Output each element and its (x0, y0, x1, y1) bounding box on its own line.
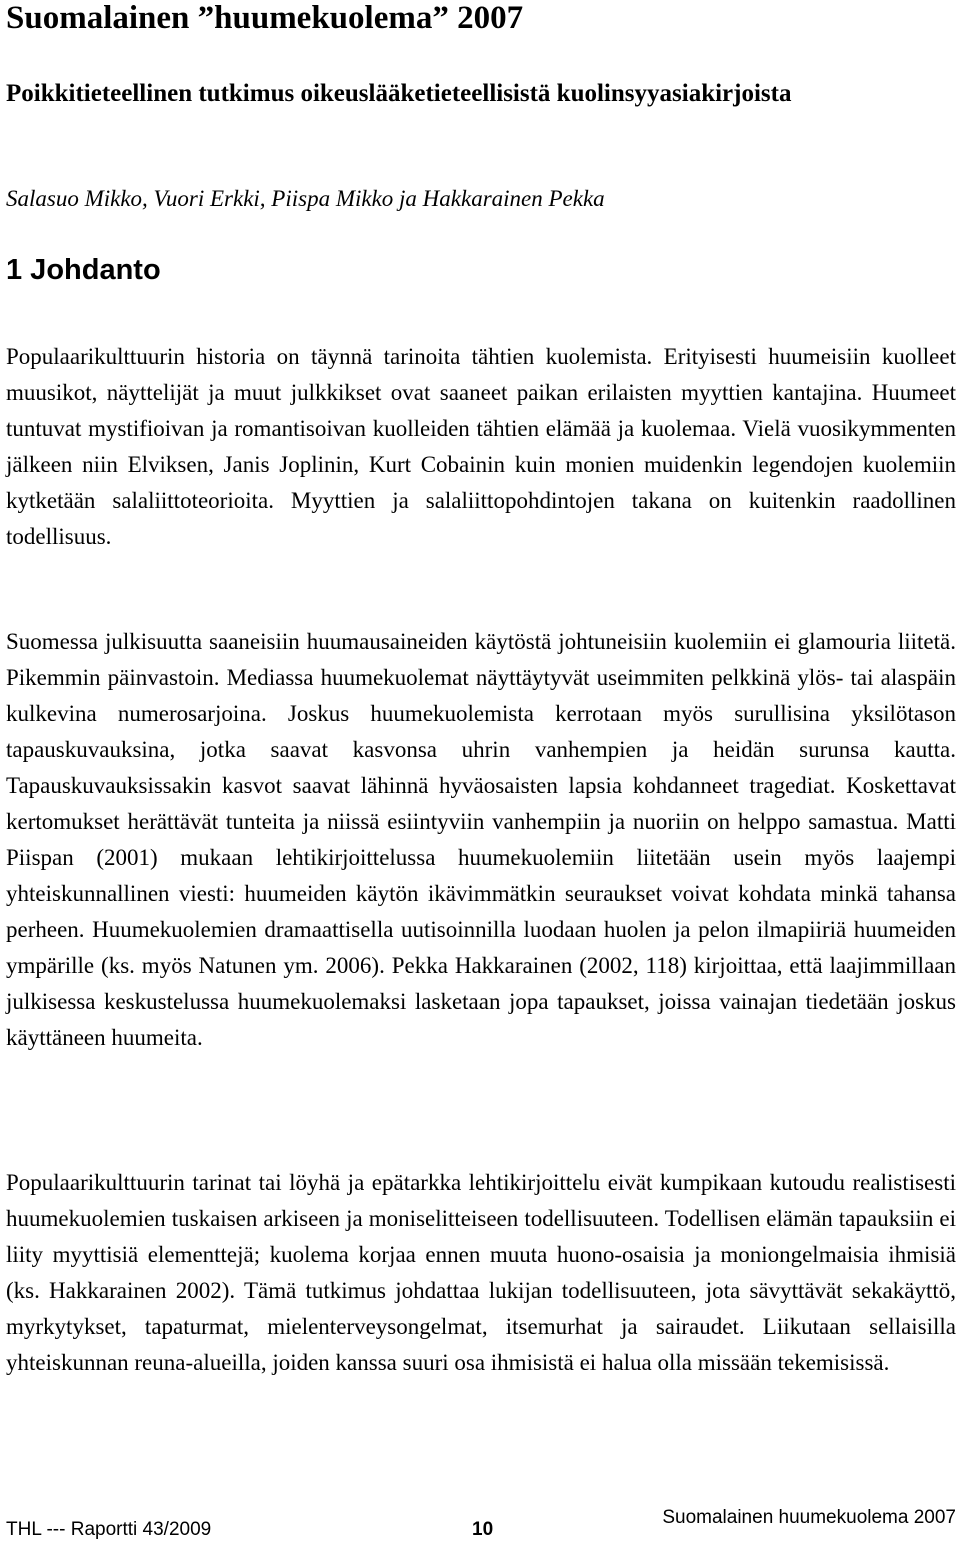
document-title: Suomalainen ”huumekuolema” 2007 (6, 0, 524, 36)
body-paragraph: Populaarikulttuurin historia on täynnä tarinoita tähtien kuolemista. Erityisesti huumeisiin kuolleet muusikot, näyttelijät ja muut julkkikset ovat saaneet paikan erilaisten myyttien kantajina. Huumeet tuntuvat mystifioivan ja romantisoivan kuolleiden tähtien elämää ja kuolemaa. Vielä vuosikymmenten jälkeen niin Elviksen, Janis Joplinin, Kurt Cobainin kuin monien muidenkin legendojen kuolemiin kytketään salaliittoteorioita. Myyttien ja salaliittopohdintojen takana on kuitenkin raadollinen todellisuus. (6, 344, 956, 549)
body-paragraph: Populaarikulttuurin tarinat tai löyhä ja epätarkka lehtikirjoittelu eivät kumpikaan kutoudu realistisesti huumekuolemien tuskaisen arkiseen ja moniselitteiseen todellisuuteen. Todellisen elämän tapauksiin ei liity myyttisiä elementtejä; kuolema korjaa ennen muuta huono-osaisia ja moniongelmaisia ihmisiä (ks. Hakkarainen 2002). Tämä tutkimus johdattaa lukijan todellisuuteen, jota sävyttävät sekakäyttö, myrkytykset, tapaturmat, mielenterveysongelmat, itsemurhat ja sairaudet. Liikutaan sellaisilla yhteiskunnan reuna-alueilla, joiden kanssa suuri osa ihmisistä ei halua olla missään tekemisissä. (6, 1170, 956, 1375)
footer-running-title: Suomalainen huumekuolema 2007 (662, 1507, 956, 1528)
section-heading: 1 Johdanto (6, 254, 161, 286)
author-list: Salasuo Mikko, Vuori Erkki, Piispa Mikko ja Hakkarainen Pekka (6, 186, 605, 211)
footer-page-number: 10 (472, 1519, 494, 1540)
document-subtitle: Poikkitieteellinen tutkimus oikeuslääketieteellisistä kuolinsyyasiakirjoista (6, 80, 792, 107)
footer-report-label: THL --- Raportti 43/2009 (6, 1519, 212, 1540)
body-paragraph: Suomessa julkisuutta saaneisiin huumausaineiden käytöstä johtuneisiin kuolemiin ei glamouria liitetä. Pikemmin päinvastoin. Mediassa huumekuolemat näyttäytyvät useimmiten pelkkinä ylös- tai alaspäin kulkevina numerosarjoina. Joskus huumekuolemista kerrotaan myös surullisina yksilötason tapauskuvauksina, jotka saavat kasvonsa uhrin vanhempien ja heidän surunsa kautta. Tapauskuvauksissakin kasvot saavat lähinnä hyväosaisten lapsia kohdanneet tragediat. Koskettavat kertomukset herättävät tunteita ja niissä esiintyviin vanhempiin ja nuoriin on helppo samastua. Matti Piispan (2001) mukaan lehtikirjoittelussa huumekuolemiin liitetään usein myös laajempi yhteiskunnallinen viesti: huumeiden käytön ikävimmätkin seuraukset voivat kohdata minkä tahansa perheen. Huumekuolemien dramaattisella uutisoinnilla luodaan huolen ja pelon ilmapiiriä huumeiden ympärille (ks. myös Natunen ym. 2006). Pekka Hakkarainen (2002, 118) kirjoittaa, että laajimmillaan julkisessa keskustelussa huumekuolemaksi lasketaan jopa tapaukset, joissa vainajan tiedetään joskus käyttäneen huumeita. (6, 629, 956, 1050)
